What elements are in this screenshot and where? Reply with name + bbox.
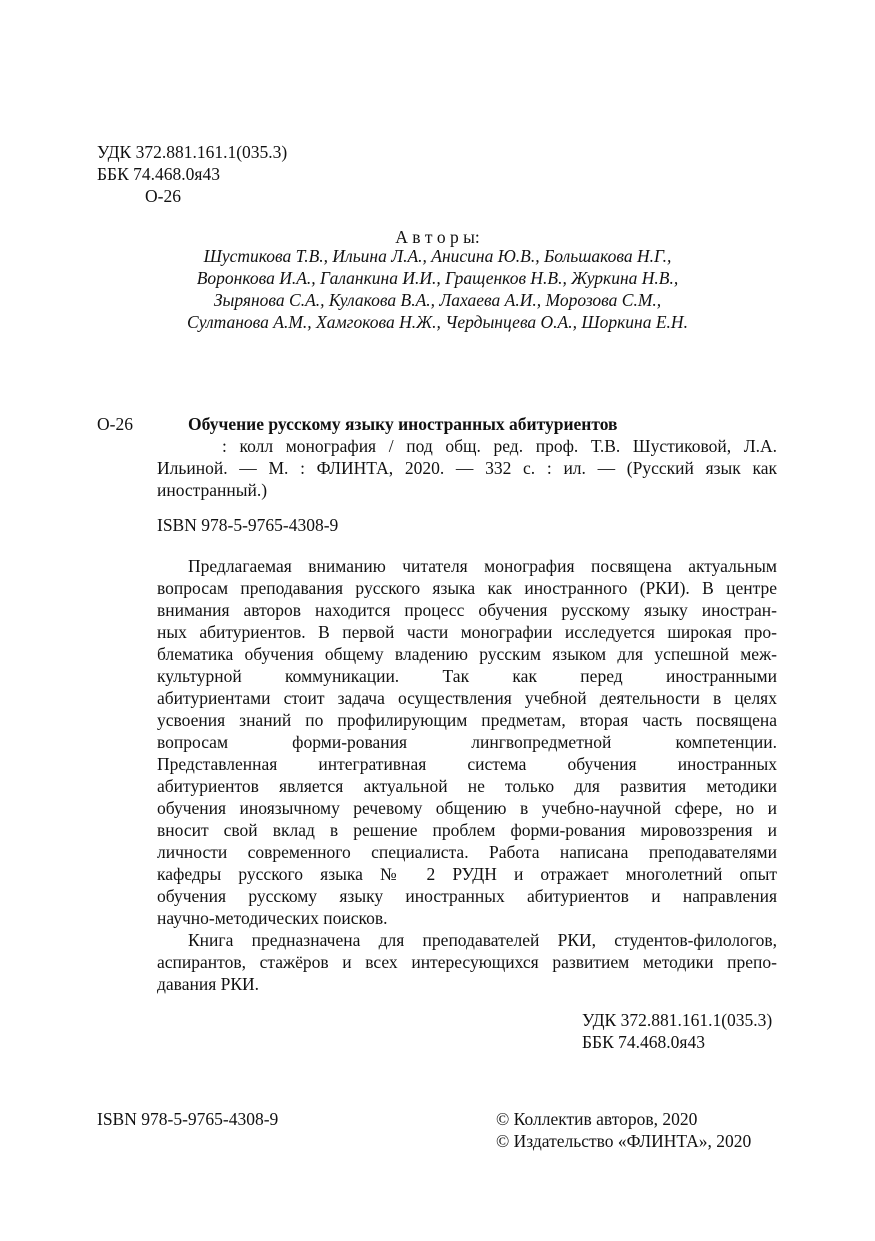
authors-heading: А в т о р ы: bbox=[395, 227, 480, 247]
abstract-p1-line-13: вносит свой вклад в решение проблем форми-рования мировоззрения и bbox=[157, 820, 777, 840]
abstract-p1-line-1: Предлагаемая вниманию читателя монография посвящена актуальным bbox=[188, 556, 777, 576]
footer-isbn: ISBN 978-5-9765-4308-9 bbox=[97, 1109, 279, 1129]
copyright-authors: © Коллектив авторов, 2020 bbox=[496, 1109, 698, 1129]
abstract-p1-line-15: кафедры русского языка № 2 РУДН и отражает многолетний опыт bbox=[157, 864, 777, 884]
abstract-p1-line-17: научно-методических поисков. bbox=[157, 908, 388, 928]
book-title: Обучение русскому языку иностранных абитуриентов bbox=[188, 414, 618, 434]
udk-code-bottom: УДК 372.881.161.1(035.3) bbox=[582, 1010, 773, 1030]
abstract-p1-line-12: обучения иноязычному речевому общению в учебно-научной сфере, но и bbox=[157, 798, 777, 818]
catalog-mark: О-26 bbox=[97, 414, 133, 434]
abstract-p2-line-3: давания РКИ. bbox=[157, 974, 260, 994]
abstract-p1-line-5: блематика обучения общему владению русским языком для успешной меж- bbox=[157, 644, 777, 664]
catalog-line-3: иностранный.) bbox=[157, 480, 268, 500]
abstract-p1-line-8: усвоения знаний по профилирующим предметам, вторая часть посвящена bbox=[157, 710, 777, 730]
abstract-p1-line-10: Представленная интегративная система обучения иностранных bbox=[157, 754, 777, 774]
abstract-p1-line-3: внимания авторов находится процесс обучения русскому языку иностран- bbox=[157, 600, 777, 620]
bbk-code-top: ББК 74.468.0я43 bbox=[97, 164, 220, 184]
abstract-p1-line-11: абитуриентов является актуальной не только для развития методики bbox=[157, 776, 777, 796]
abstract-p1-line-9: вопросам форми-рования лингвопредметной компетенции. bbox=[157, 732, 777, 752]
abstract-p1-line-14: личности современного специалиста. Работа написана преподавателями bbox=[157, 842, 777, 862]
abstract-p2-line-2: аспирантов, стажёров и всех интересующихся развитием методики препо- bbox=[157, 952, 777, 972]
catalog-line-1: : колл монография / под общ. ред. проф. Т.В. Шустиковой, Л.А. bbox=[222, 436, 777, 456]
catalog-line-2: Ильиной. — М. : ФЛИНТА, 2020. — 332 с. : ил. — (Русский язык как bbox=[157, 458, 777, 478]
abstract-p1-line-7: абитуриентами стоит задача осуществления учебной деятельности в целях bbox=[157, 688, 777, 708]
abstract-p1-line-16: обучения русскому языку иностранных абитуриентов и направления bbox=[157, 886, 777, 906]
author-mark-top: О-26 bbox=[145, 186, 181, 206]
authors-line-4: Султанова А.М., Хамгокова Н.Ж., Чердынцева О.А., Шоркина Е.Н. bbox=[187, 312, 688, 332]
isbn-entry: ISBN 978-5-9765-4308-9 bbox=[157, 515, 339, 535]
abstract-p1-line-2: вопросам преподавания русского языка как иностранного (РКИ). В центре bbox=[157, 578, 777, 598]
abstract-p1-line-4: ных абитуриентов. В первой части монографии исследуется широкая про- bbox=[157, 622, 777, 642]
copyright-publisher: © Издательство «ФЛИНТА», 2020 bbox=[496, 1131, 752, 1151]
bbk-code-bottom: ББК 74.468.0я43 bbox=[582, 1032, 705, 1052]
abstract-p1-line-6: культурной коммуникации. Так как перед иностранными bbox=[157, 666, 777, 686]
authors-line-3: Зырянова С.А., Кулакова В.А., Лахаева А.И., Морозова С.М., bbox=[213, 290, 662, 310]
udk-code-top: УДК 372.881.161.1(035.3) bbox=[97, 142, 288, 162]
abstract-p2-line-1: Книга предназначена для преподавателей РКИ, студентов-филологов, bbox=[188, 930, 777, 950]
authors-line-2: Воронкова И.А., Галанкина И.И., Гращенков Н.В., Журкина Н.В., bbox=[196, 268, 679, 288]
authors-line-1: Шустикова Т.В., Ильина Л.А., Анисина Ю.В., Большакова Н.Г., bbox=[203, 246, 672, 266]
